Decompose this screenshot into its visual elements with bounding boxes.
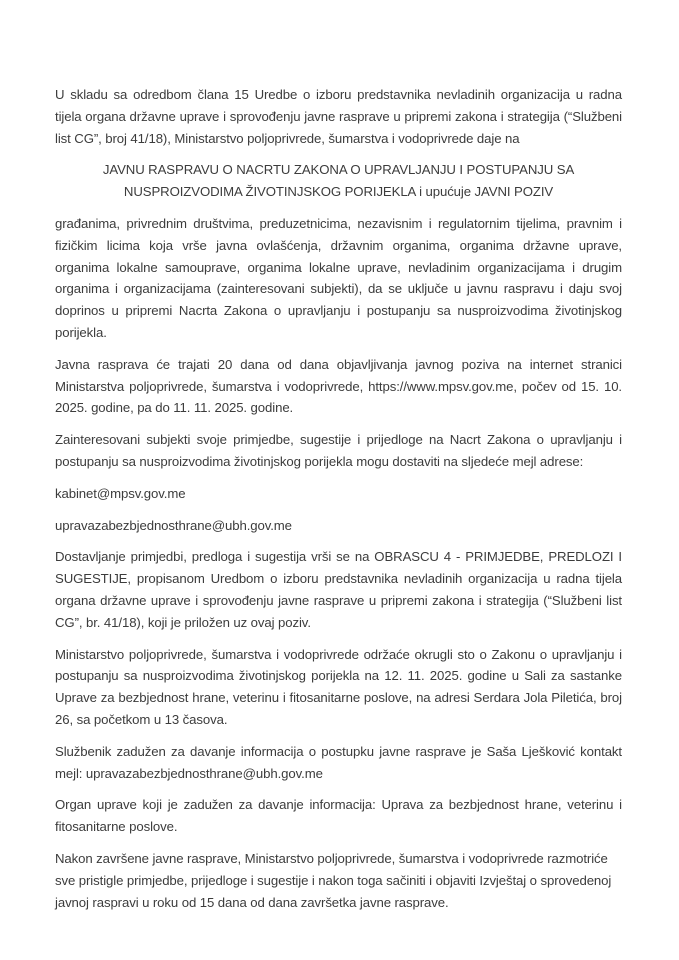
email-uprava-bezbjednost-hrane: upravazabezbjednosthrane@ubh.gov.me bbox=[55, 517, 292, 533]
submission-intro-paragraph: Zainteresovani subjekti svoje primjedbe, sugestije i prijedloge na Nacrt Zakona o upravljanju i postupanju sa nusproizvodima životinjskog porijekla mogu dostaviti na sljedeće mejl adrese: bbox=[55, 432, 622, 469]
email-kabinet: kabinet@mpsv.gov.me bbox=[55, 485, 186, 501]
round-table-paragraph: Ministarstvo poljoprivrede, šumarstva i vodoprivrede održaće okrugli sto o Zakonu o upravljanju i postupanju sa nusproizvodima životinjskog porijekla na 12. 11. 2025. godine u Sali za sastanke Uprave za bezbjednost hrane, veterinu i fitosanitarne poslove, na adresi Serdara Jola Piletića, broj 26, sa početkom u 13 časova. bbox=[55, 646, 622, 727]
duration-paragraph: Javna rasprava će trajati 20 dana od dana objavljivanja javnog poziva na internet stranici Ministarstva poljoprivrede, šumarstva i vodoprivrede, https://www.mpsv.gov.me, počev od 15. 10. 2025. godine, pa do 11. 11. 2025. godine. bbox=[55, 356, 622, 416]
contact-officer-paragraph: Službenik zadužen za davanje informacija o postupku javne rasprave je Saša Lješković kontakt mejl: upravazabezbjednosthrane@ubh.gov.me bbox=[55, 743, 622, 781]
intro-paragraph: U skladu sa odredbom člana 15 Uredbe o izboru predstavnika nevladinih organizacija u radna tijela organa državne uprave i sprovođenju javne rasprave u pripremi zakona i strategija (“Službeni list CG”, broj 41/18), Ministarstvo poljoprivrede, šumarstva i vodoprivrede daje na bbox=[55, 87, 622, 146]
closing-paragraph: Nakon završene javne rasprave, Ministarstvo poljoprivrede, šumarstva i vodoprivrede razmotriće sve pristigle primjedbe, prijedloge i sugestije i nakon toga sačiniti i objaviti Izvještaj o sprovedenoj javnoj raspravi u roku od 15 dana od dana završetka javne rasprave. bbox=[55, 850, 612, 910]
invitees-paragraph: građanima, privrednim društvima, preduzetnicima, nezavisnim i regulatornim tijelima, pravnim i fizičkim licima koja vrše javna ovlašćenja, državnim organima, organima državne uprave, organima lokalne samouprave, organima lokalne uprave, nevladinim organizacijama i drugim organima i organizacijama (zainteresovani subjekti), da se uključe u javnu raspravu i daju svoj doprinos u pripremi Nacrta Zakona o upravljanju i postupanju sa nusproizvodima životinjskog porijekla. bbox=[55, 215, 622, 340]
responsible-authority-paragraph: Organ uprave koji je zadužen za davanje informacija: Uprava za bezbjednost hrane, veterinu i fitosanitarne poslove. bbox=[55, 797, 622, 835]
form-info-paragraph: Dostavljanje primjedbi, predloga i sugestija vrši se na OBRASCU 4 - PRIMJEDBE, PREDLOZI I SUGESTIJE, propisanom Uredbom o izboru predstavnika nevladinih organizacija u radna tijela organa državne uprave i sprovođenju javne rasprave u pripremi zakona i strategija (“Službeni list CG”, br. 41/18), koji je priložen uz ovaj poziv. bbox=[55, 549, 622, 630]
public-hearing-heading: JAVNU RASPRAVU O NACRTU ZAKONA O UPRAVLJANJU I POSTUPANJU SA NUSPROIZVODIMA ŽIVOTINJSKOG PORIJEKLA i upućuje JAVNI POZIV bbox=[102, 162, 575, 200]
